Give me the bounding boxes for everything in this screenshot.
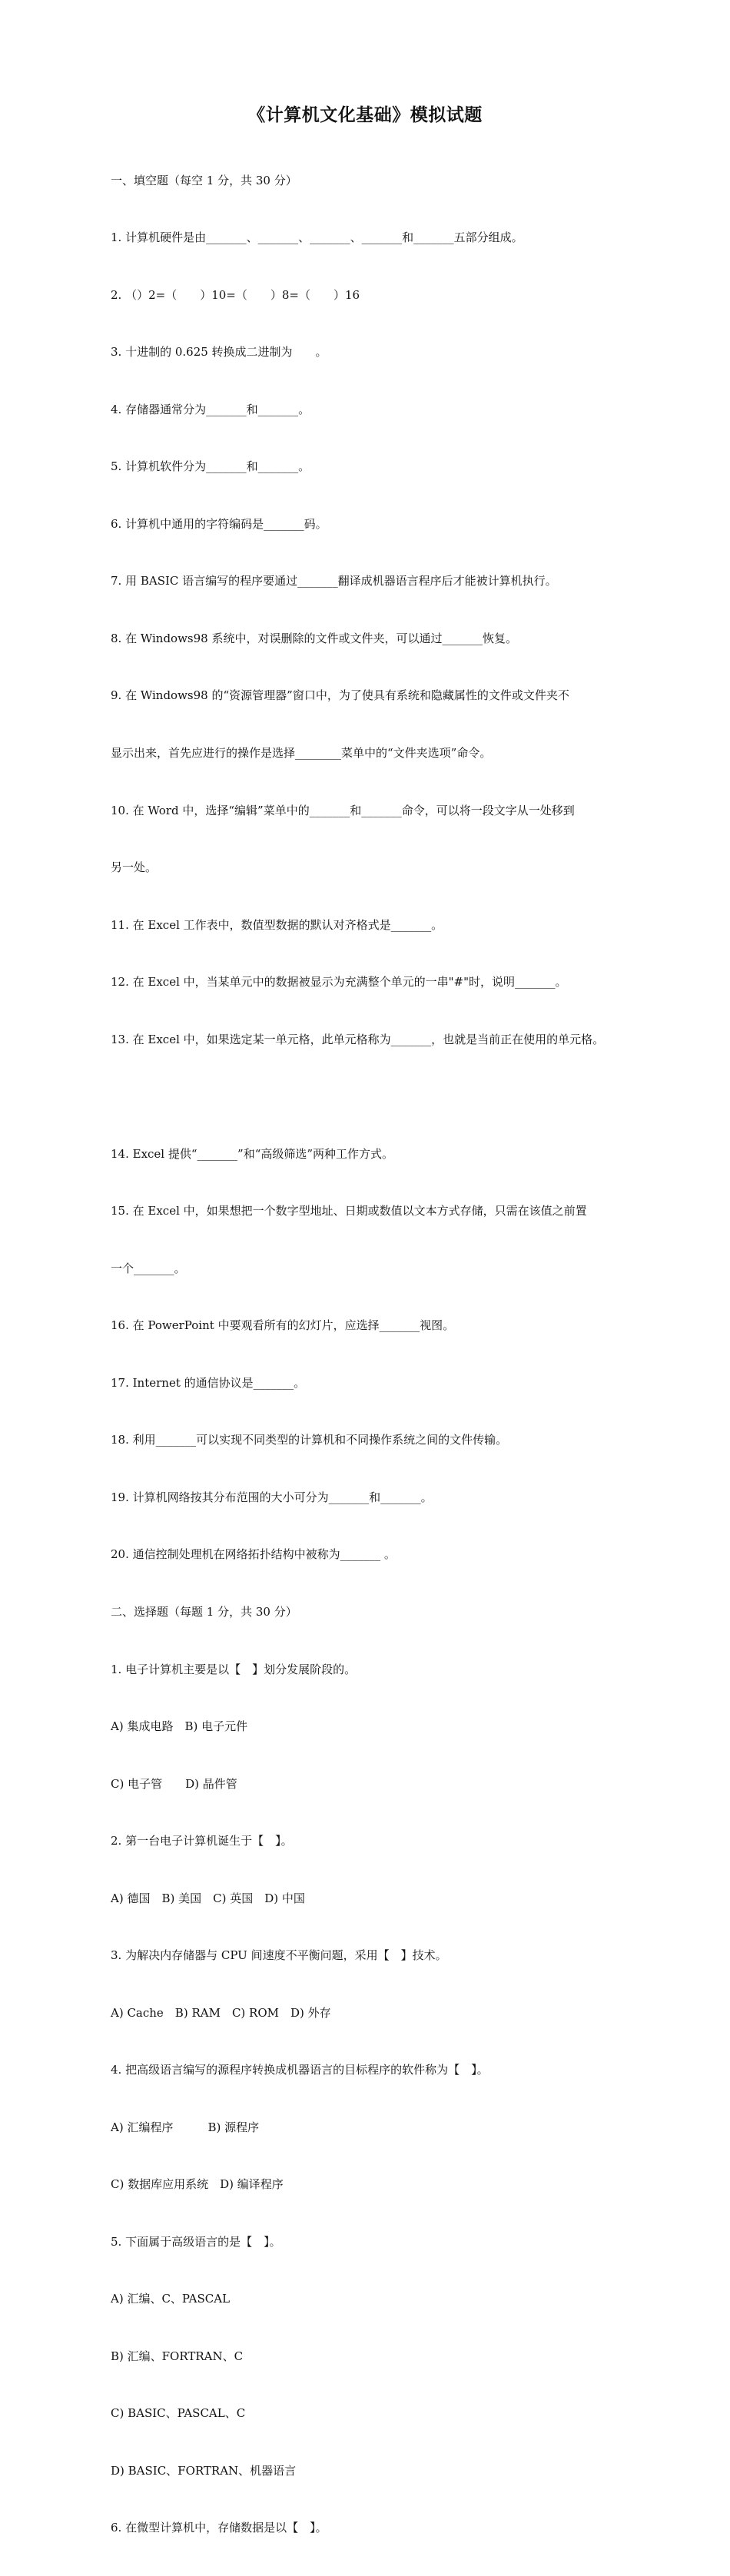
question-line: 8. 在 Windows98 系统中，对误删除的文件或文件夹，可以通过_______恢复。 [111,631,517,645]
question-line: 17. Internet 的通信协议是_______。 [111,1375,306,1390]
question-line: 12. 在 Excel 中，当某单元中的数据被显示为充满整个单元的一串"#"时，说明_______。 [111,975,567,990]
question-line: 7. 用 BASIC 语言编写的程序要通过_______翻译成机器语言程序后才能被计算机执行。 [111,574,557,588]
question-line: 18. 利用_______可以实现不同类型的计算机和不同操作系统之间的文件传输。 [111,1433,508,1447]
question-line: 3. 为解决内存储器与 CPU 间速度不平衡问题，采用【 】技术。 [111,1948,447,1963]
section-heading-fill-in: 一、填空题（每空 1 分，共 30 分） [111,173,297,187]
option-line: A) 德国 B) 美国 C) 英国 D) 中国 [111,1891,305,1905]
document-title: 《计算机文化基础》模拟试题 [247,104,483,125]
question-line: 13. 在 Excel 中，如果选定某一单元格，此单元格称为_______，也就是当前正在使用的单元格。 [111,1032,605,1046]
option-line: A) 集成电路 B) 电子元件 [111,1719,248,1734]
question-line: 3. 十进制的 0.625 转换成二进制为 。 [111,345,327,360]
option-line: A) Cache B) RAM C) ROM D) 外存 [111,2005,331,2020]
question-line: 15. 在 Excel 中，如果想把一个数字型地址、日期或数值以文本方式存储，只需在该值之前置 [111,1204,587,1218]
option-line: C) 电子管 D) 晶件管 [111,1776,237,1791]
option-line: A) 汇编程序 B) 源程序 [111,2120,260,2134]
exam-body [111,133,641,2576]
option-line: D) BASIC、FORTRAN、机器语言 [111,2463,297,2478]
option-line: A) 汇编、C、PASCAL [111,2292,231,2306]
question-line: 6. 计算机中通用的字符编码是_______码。 [111,516,327,531]
question-line: 5. 下面属于高级语言的是【 】。 [111,2234,281,2249]
blank-line [111,1087,641,1106]
question-line: 16. 在 PowerPoint 中要观看所有的幻灯片，应选择_______视图。 [111,1318,455,1333]
question-line: 14. Excel 提供“_______”和“高级筛选”两种工作方式。 [111,1146,394,1161]
question-line: 19. 计算机网络按其分布范围的大小可分为_______和_______。 [111,1490,433,1504]
question-line: 20. 通信控制处理机在网络拓扑结构中被称为_______ 。 [111,1547,396,1562]
question-line: 5. 计算机软件分为_______和_______。 [111,459,310,474]
option-line: C) BASIC、PASCAL、C [111,2406,246,2421]
question-line: 9. 在 Windows98 的“资源管理器”窗口中，为了使具有系统和隐藏属性的文件或文件夹不 [111,688,569,703]
section-heading-choice: 二、选择题（每题 1 分，共 30 分） [111,1604,297,1619]
question-line: 2. （）2=（ ）10=（ ）8=（ ）16 [111,287,360,302]
question-line: 2. 第一台电子计算机诞生于【 】。 [111,1834,293,1848]
question-line: 1. 电子计算机主要是以【 】划分发展阶段的。 [111,1662,357,1676]
question-line: 4. 把高级语言编写的源程序转换成机器语言的目标程序的软件称为【 】。 [111,2063,489,2077]
question-line: 1. 计算机硬件是由_______、_______、_______、_______和_______五部分组成。 [111,230,523,245]
question-line: 4. 存储器通常分为_______和_______。 [111,402,310,416]
option-line: C) 数据库应用系统 D) 编译程序 [111,2177,284,2192]
question-line: 显示出来，首先应进行的操作是选择________菜单中的“文件夹选项”命令。 [111,746,492,760]
question-line: 10. 在 Word 中，选择“编辑”菜单中的_______和_______命令，可以将一段文字从一处移到 [111,803,575,817]
question-line: 一个_______。 [111,1261,186,1275]
question-line: 6. 在微型计算机中，存储数据是以【 】。 [111,2521,327,2535]
question-line: 另一处。 [111,860,158,875]
option-line: B) 汇编、FORTRAN、C [111,2349,244,2363]
question-line: 11. 在 Excel 工作表中，数值型数据的默认对齐格式是_______。 [111,917,443,932]
